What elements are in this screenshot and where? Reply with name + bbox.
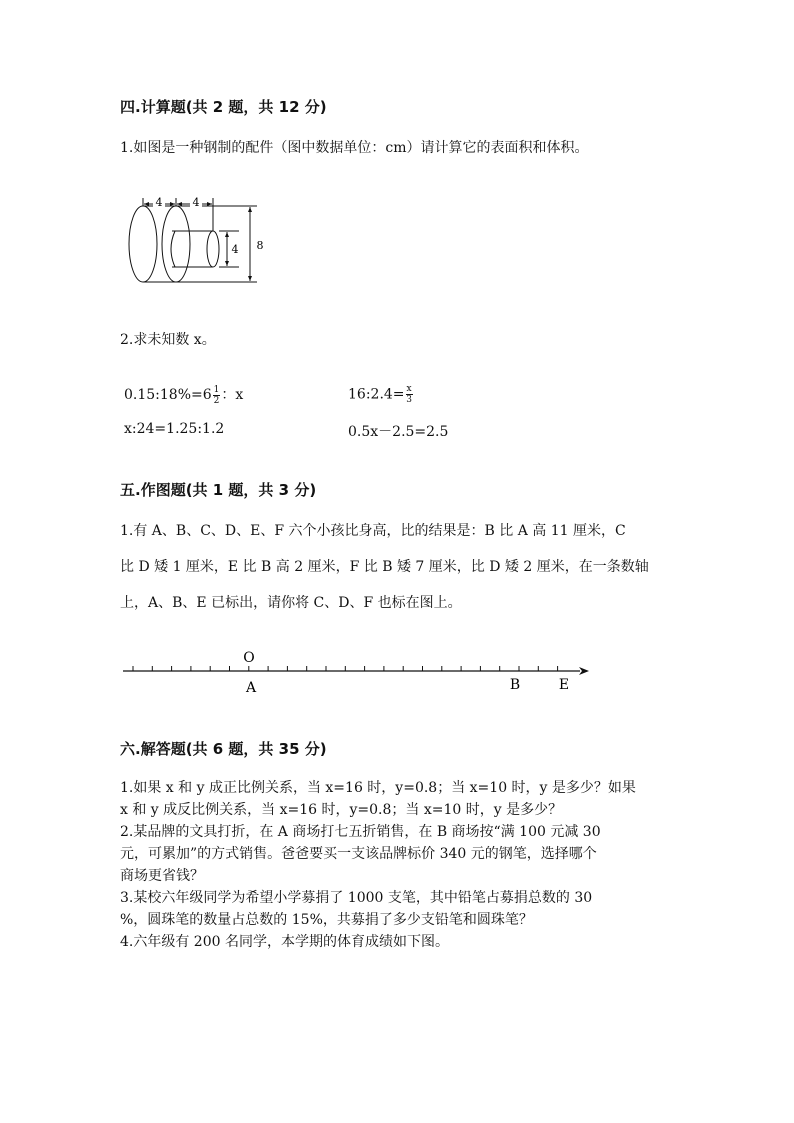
dim-top-left: 4 [155,196,163,209]
number-line [115,645,605,697]
equation-1-fraction [213,385,221,406]
outer-left-face [129,206,157,282]
section4-heading: 四.计算题(共 2 题，共 12 分) [120,98,327,116]
question-5-line-1: 1.有 A、B、C、D、E、F 六个小孩比身高，比的结果是：B 比 A 高 11 厘米，C [120,523,626,539]
equation-1 [124,384,243,406]
cylinder-figure [115,188,275,292]
question-4-2: 2.求未知数 x。 [120,332,216,348]
equation-1-post: ：x [221,387,244,403]
dim-inner-diameter: 4 [231,243,239,256]
section5-heading: 五.作图题(共 1 题，共 3 分) [120,481,317,499]
answer-line-8: 4.六年级有 200 名同学，本学期的体育成绩如下图。 [120,934,449,950]
answer-line-1: 1.如果 x 和 y 成正比例关系，当 x=16 时，y=0.8；当 x=10 时，y 是多少？如果 [120,780,636,796]
equation-1-num: 1 [213,384,220,395]
answer-line-5: 商场更省钱？ [120,868,204,884]
answer-line-3: 2.某品牌的文具打折，在 A 商场打七五折销售，在 B 商场按“满 100 元减 30 [120,824,601,840]
label-b: B [509,677,521,693]
question-5-line-2: 比 D 矮 1 厘米，E 比 B 高 2 厘米，F 比 B 矮 7 厘米，比 D 矮 2 厘米，在一条数轴 [120,559,649,575]
label-e: E [558,677,570,693]
label-origin: O [243,650,255,666]
answer-line-6: 3.某校六年级同学为希望小学募捐了 1000 支笔，其中铅笔占募捐总数的 30 [120,890,593,906]
equation-2-pre: 16:2.4= [348,386,405,403]
answer-line-2: x 和 y 成反比例关系，当 x=16 时，y=0.8；当 x=10 时，y 是多少？ [120,802,563,818]
equation-2 [348,384,414,405]
outer-right-face [162,206,190,282]
equation-3: x:24=1.25:1.2 [124,421,225,437]
label-a: A [245,680,257,696]
equation-1-pre: 0.15:18%=6 [124,387,212,403]
section6-heading: 六.解答题(共 6 题，共 35 分) [120,740,327,758]
equation-1-den: 2 [213,395,220,406]
question-5-line-3: 上，A、B、E 已标出，请你将 C、D、F 也标在图上。 [120,595,462,611]
dim-top-right: 4 [192,196,200,209]
equation-2-fraction [406,384,413,405]
equation-4: 0.5x－2.5=2.5 [348,424,449,440]
inner-right-face [207,231,219,267]
dim-outer-diameter: 8 [256,239,264,252]
equation-2-num: x [406,384,412,394]
arrow-right-icon [579,667,589,675]
answer-line-4: 元，可累加”的方式销售。爸爸要买一支该品牌标价 340 元的钢笔，选择哪个 [120,846,597,862]
answer-line-7: %，圆珠笔的数量占总数的 15%，共募捐了多少支铅笔和圆珠笔？ [120,912,533,928]
question-4-1: 1.如图是一种钢制的配件（图中数据单位：cm）请计算它的表面积和体积。 [120,140,589,156]
equation-2-den: 3 [406,395,412,405]
